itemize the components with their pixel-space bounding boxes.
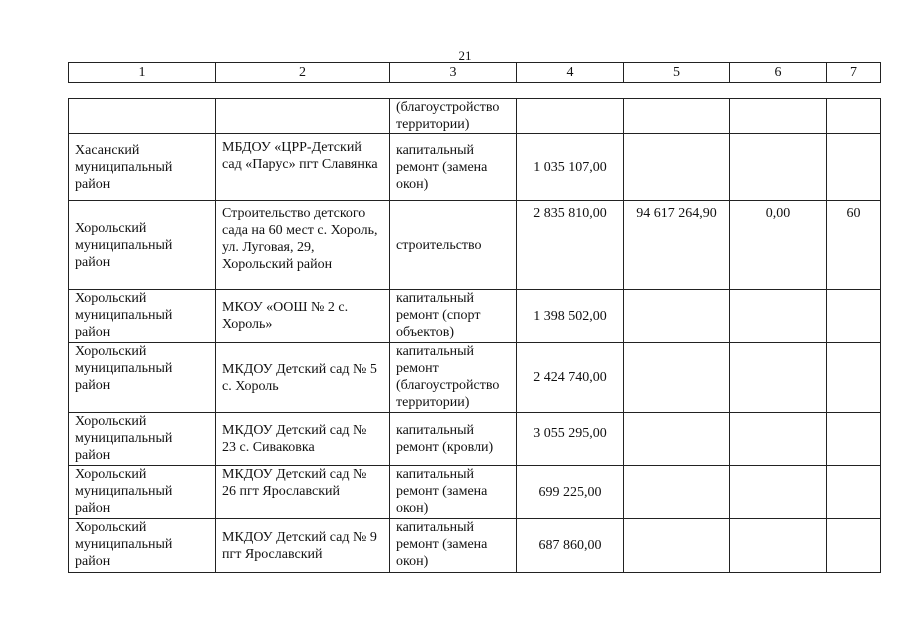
col7-cell	[827, 99, 881, 134]
table-row	[69, 519, 881, 573]
amount-cell: 1 398 502,00	[517, 290, 624, 343]
header-row	[69, 63, 881, 83]
work-type-cell: капитальный ремонт (спорт объектов)	[390, 290, 517, 343]
object-cell: МКДОУ Детский сад № 5 с. Хороль	[216, 343, 390, 413]
amount-cell: 1 035 107,00	[517, 134, 624, 201]
col6-cell	[730, 290, 827, 343]
work-type-cell: капитальный ремонт (замена окон)	[390, 466, 517, 519]
object-cell: МБДОУ «ЦРР-Детский сад «Парус» пгт Славянка	[216, 134, 390, 201]
total-cell	[624, 519, 730, 573]
total-cell	[624, 290, 730, 343]
total-cell	[624, 466, 730, 519]
district-cell: Хорольский муниципальный район	[69, 519, 216, 573]
col6-cell	[730, 466, 827, 519]
col7-cell	[827, 466, 881, 519]
table-row	[69, 201, 881, 290]
amount-cell: 2 835 810,00	[517, 201, 624, 290]
col6-cell	[730, 413, 827, 466]
col6-cell: 0,00	[730, 201, 827, 290]
table-row	[69, 466, 881, 519]
table-row	[69, 99, 881, 134]
total-cell: 94 617 264,90	[624, 201, 730, 290]
total-cell	[624, 413, 730, 466]
total-cell	[624, 134, 730, 201]
work-type-cell: капитальный ремонт (благоустройство территории)	[390, 343, 517, 413]
col7-cell	[827, 290, 881, 343]
col7-cell	[827, 519, 881, 573]
col7-cell	[827, 343, 881, 413]
table-row	[69, 343, 881, 413]
district-cell: Хорольский муниципальный район	[69, 343, 216, 413]
object-cell	[216, 99, 390, 134]
object-cell: МКОУ «ООШ № 2 с. Хороль»	[216, 290, 390, 343]
object-cell: МКДОУ Детский сад № 9 пгт Ярославский	[216, 519, 390, 573]
table-row	[69, 290, 881, 343]
header-col-6: 6	[730, 63, 827, 83]
header-col-7: 7	[827, 63, 881, 83]
amount-cell: 3 055 295,00	[517, 413, 624, 466]
amount-cell: 2 424 740,00	[517, 343, 624, 413]
total-cell	[624, 343, 730, 413]
col7-cell: 60	[827, 201, 881, 290]
object-cell: МКДОУ Детский сад № 23 с. Сиваковка	[216, 413, 390, 466]
amount-cell: 699 225,00	[517, 466, 624, 519]
work-type-cell: (благоустройство территории)	[390, 99, 517, 134]
col7-cell	[827, 134, 881, 201]
district-cell: Хорольский муниципальный район	[69, 413, 216, 466]
col6-cell	[730, 134, 827, 201]
col6-cell	[730, 99, 827, 134]
header-col-4: 4	[517, 63, 624, 83]
work-type-cell: капитальный ремонт (замена окон)	[390, 134, 517, 201]
col7-cell	[827, 413, 881, 466]
district-cell	[69, 99, 216, 134]
data-table	[68, 98, 881, 573]
header-col-5: 5	[624, 63, 730, 83]
work-type-cell: капитальный ремонт (кровли)	[390, 413, 517, 466]
district-cell: Хорольский муниципальный район	[69, 201, 216, 290]
column-number-header	[68, 62, 881, 83]
page-number: 21	[458, 48, 472, 63]
total-cell	[624, 99, 730, 134]
table-row	[69, 134, 881, 201]
header-col-2: 2	[216, 63, 390, 83]
work-type-cell: капитальный ремонт (замена окон)	[390, 519, 517, 573]
district-cell: Хасанский муниципальный район	[69, 134, 216, 201]
district-cell: Хорольский муниципальный район	[69, 290, 216, 343]
header-col-1: 1	[69, 63, 216, 83]
header-col-3: 3	[390, 63, 517, 83]
table-row	[69, 413, 881, 466]
object-cell: Строительство детского сада на 60 мест с. Хороль, ул. Луговая, 29, Хорольский район	[216, 201, 390, 290]
object-cell: МКДОУ Детский сад № 26 пгт Ярославский	[216, 466, 390, 519]
work-type-cell: строительство	[390, 201, 517, 290]
district-cell: Хорольский муниципальный район	[69, 466, 216, 519]
amount-cell	[517, 99, 624, 134]
amount-cell: 687 860,00	[517, 519, 624, 573]
col6-cell	[730, 519, 827, 573]
col6-cell	[730, 343, 827, 413]
